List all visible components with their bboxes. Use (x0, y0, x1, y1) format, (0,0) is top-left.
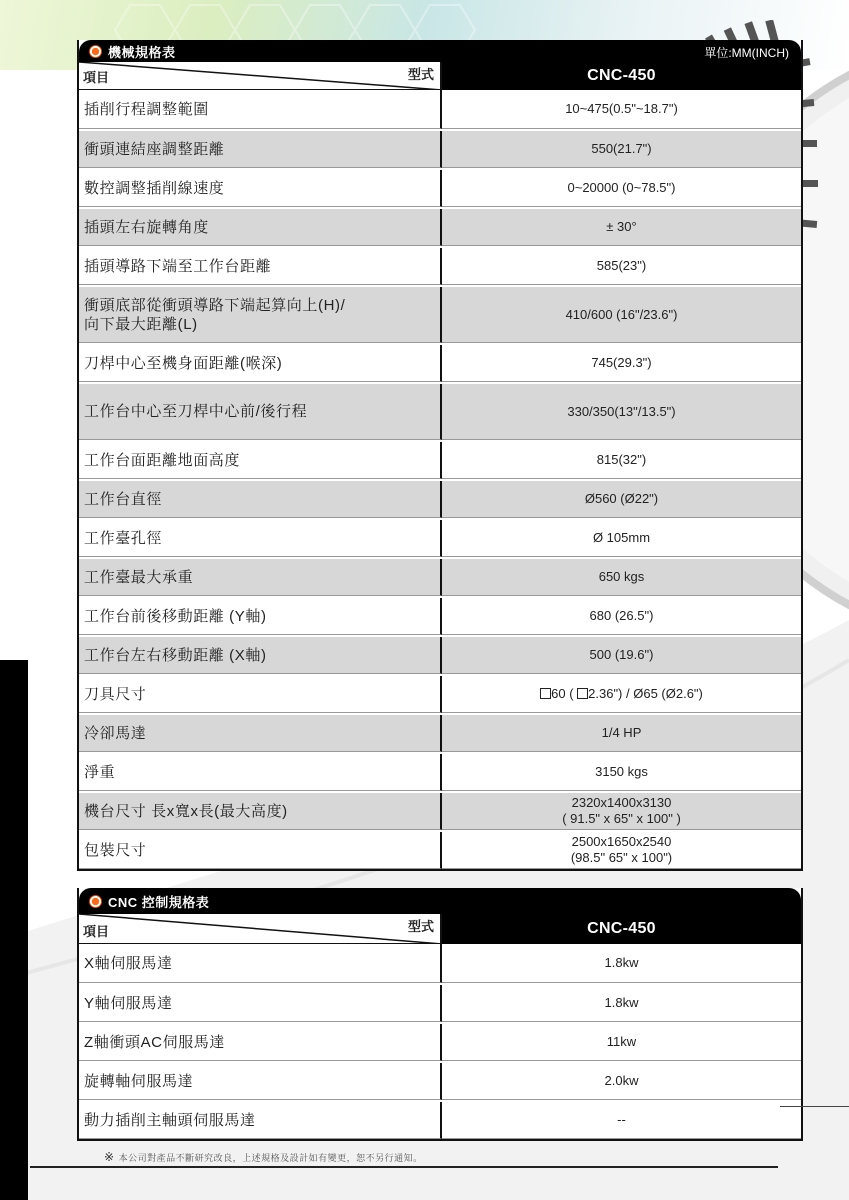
diagonal-line (79, 914, 442, 944)
table-row (79, 830, 801, 869)
row-label: 工作臺最大承重 (79, 559, 442, 596)
row-value (442, 384, 801, 440)
table-row (79, 1022, 801, 1061)
square-symbol-icon (577, 688, 588, 699)
table-row (79, 479, 801, 518)
value-line: 680 (26.5") (589, 608, 654, 623)
value-line: 0~20000 (0~78.5") (567, 180, 676, 195)
table-row (79, 557, 801, 596)
table-row (79, 674, 801, 713)
row-value (442, 1102, 801, 1139)
row-label: 工作台面距離地面高度 (79, 442, 442, 479)
table-row (79, 343, 801, 382)
row-label: 淨重 (79, 754, 442, 791)
row-label: Y軸伺服馬達 (79, 985, 442, 1022)
table-row (79, 1100, 801, 1139)
value-line: 2320x1400x3130 (571, 795, 672, 810)
row-value (442, 832, 801, 869)
row-value (442, 598, 801, 635)
bullet-icon (89, 45, 102, 58)
value-line: 2.0kw (604, 1073, 639, 1088)
table-row (79, 518, 801, 557)
cnc-spec-table (77, 888, 803, 1141)
cnc-spec-header (79, 888, 801, 914)
value-line: 815(32") (596, 452, 647, 467)
machine-spec-title: 機械規格表 (108, 44, 176, 60)
value-line: 1/4 HP (601, 725, 642, 740)
table-row (79, 1061, 801, 1100)
row-label: 工作臺孔徑 (79, 520, 442, 557)
table-row (79, 791, 801, 830)
table-row (79, 90, 801, 129)
row-label: 刀桿中心至機身面距離(喉深) (79, 345, 442, 382)
header-item: 項目 (83, 924, 110, 939)
row-value (442, 715, 801, 752)
value-line: 500 (19.6") (589, 647, 654, 662)
table-row (79, 596, 801, 635)
value-line: Ø560 (Ø22") (584, 491, 659, 506)
row-label: 數控調整插削線速度 (79, 170, 442, 207)
row-value (442, 793, 801, 830)
row-label: 插削行程調整範圍 (79, 90, 442, 129)
cnc-spec-rows (79, 944, 801, 1139)
value-line: Ø 105mm (592, 530, 651, 545)
footnote (104, 1150, 423, 1164)
row-value (442, 637, 801, 674)
unit-label: 單位:MM(INCH) (704, 46, 789, 60)
value-line: 3150 kgs (595, 764, 648, 779)
row-label: 工作台前後移動距離 (Y軸) (79, 598, 442, 635)
row-value (442, 131, 801, 168)
value-line: 10~475(0.5"~18.7") (565, 101, 678, 116)
cnc-spec-title: CNC 控制規格表 (108, 894, 210, 910)
value-line: 1.8kw (604, 995, 639, 1010)
row-label: 插頭左右旋轉角度 (79, 209, 442, 246)
table-header-row (79, 914, 801, 944)
table-row (79, 382, 801, 440)
row-label: 衝頭底部從衝頭導路下端起算向上(H)/ 向下最大距離(L) (79, 287, 442, 343)
value-line: 2500x1650x2540 (571, 834, 672, 849)
row-value (442, 170, 801, 207)
header-diagonal-cell (79, 62, 442, 90)
machine-spec-rows (79, 90, 801, 869)
row-value (442, 1063, 801, 1100)
row-label: 衝頭連結座調整距離 (79, 131, 442, 168)
row-value (442, 1024, 801, 1061)
row-label: 工作台左右移動距離 (X軸) (79, 637, 442, 674)
bottom-rule (30, 1166, 778, 1168)
value-line: 11kw (606, 1034, 637, 1049)
bullet-icon (89, 895, 102, 908)
footnote-text: 本公司對產品不斷研究改良，上述規格及設計如有變更，恕不另行通知。 (118, 1153, 423, 1163)
row-value (442, 345, 801, 382)
value-line: 650 kgs (598, 569, 645, 584)
value-line: 410/600 (16"/23.6") (565, 306, 678, 322)
header-model: CNC-450 (442, 62, 801, 90)
row-value (442, 985, 801, 1022)
machine-spec-header (79, 40, 801, 62)
value-line: ± 30° (606, 219, 637, 234)
row-value (442, 287, 801, 343)
row-value (442, 90, 801, 129)
row-label: 旋轉軸伺服馬達 (79, 1063, 442, 1100)
table-row (79, 752, 801, 791)
header-diagonal-cell (79, 914, 442, 944)
table-row (79, 440, 801, 479)
row-value (442, 676, 801, 713)
right-rule (780, 1106, 849, 1107)
row-value (442, 754, 801, 791)
row-value (442, 944, 801, 983)
table-row (79, 168, 801, 207)
table-row (79, 635, 801, 674)
header-model-label: 型式 (407, 67, 434, 82)
row-value (442, 481, 801, 518)
value-line: 60 ( 2.36") / Ø65 (Ø2.6") (540, 686, 703, 702)
row-label: X軸伺服馬達 (79, 944, 442, 983)
value-line: 745(29.3") (591, 355, 652, 370)
diagonal-line (79, 62, 442, 90)
row-value (442, 442, 801, 479)
value-line: 550(21.7") (591, 141, 652, 156)
row-value (442, 248, 801, 285)
table-header-row (79, 62, 801, 90)
table-row (79, 129, 801, 168)
row-label: 包裝尺寸 (79, 832, 442, 869)
value-line: ( 91.5" x 65" x 100" ) (562, 811, 681, 826)
row-label: 機台尺寸 長x寬x長(最大高度) (79, 793, 442, 830)
row-value (442, 559, 801, 596)
square-symbol-icon (540, 688, 551, 699)
reference-mark: ※ (104, 1150, 115, 1164)
header-model: CNC-450 (442, 914, 801, 944)
value-line: -- (617, 1112, 626, 1127)
machine-spec-table (77, 40, 803, 871)
row-label: 工作台直徑 (79, 481, 442, 518)
value-line: 585(23") (596, 258, 647, 273)
row-label: 刀具尺寸 (79, 676, 442, 713)
row-value (442, 520, 801, 557)
row-label: 插頭導路下端至工作台距離 (79, 248, 442, 285)
table-row (79, 944, 801, 983)
row-label: 工作台中心至刀桿中心前/後行程 (79, 384, 442, 440)
row-value (442, 209, 801, 246)
side-bar (0, 660, 28, 1200)
header-item: 項目 (83, 70, 110, 85)
table-row (79, 713, 801, 752)
row-label: Z軸衝頭AC伺服馬達 (79, 1024, 442, 1061)
value-line: 1.8kw (604, 955, 639, 970)
table-row (79, 285, 801, 343)
value-line: 330/350(13"/13.5") (567, 403, 676, 419)
header-model-label: 型式 (407, 919, 434, 934)
value-line: (98.5" 65" x 100") (570, 850, 673, 865)
table-row (79, 983, 801, 1022)
row-label: 冷卻馬達 (79, 715, 442, 752)
table-row (79, 207, 801, 246)
table-row (79, 246, 801, 285)
row-label: 動力插削主軸頭伺服馬達 (79, 1102, 442, 1139)
